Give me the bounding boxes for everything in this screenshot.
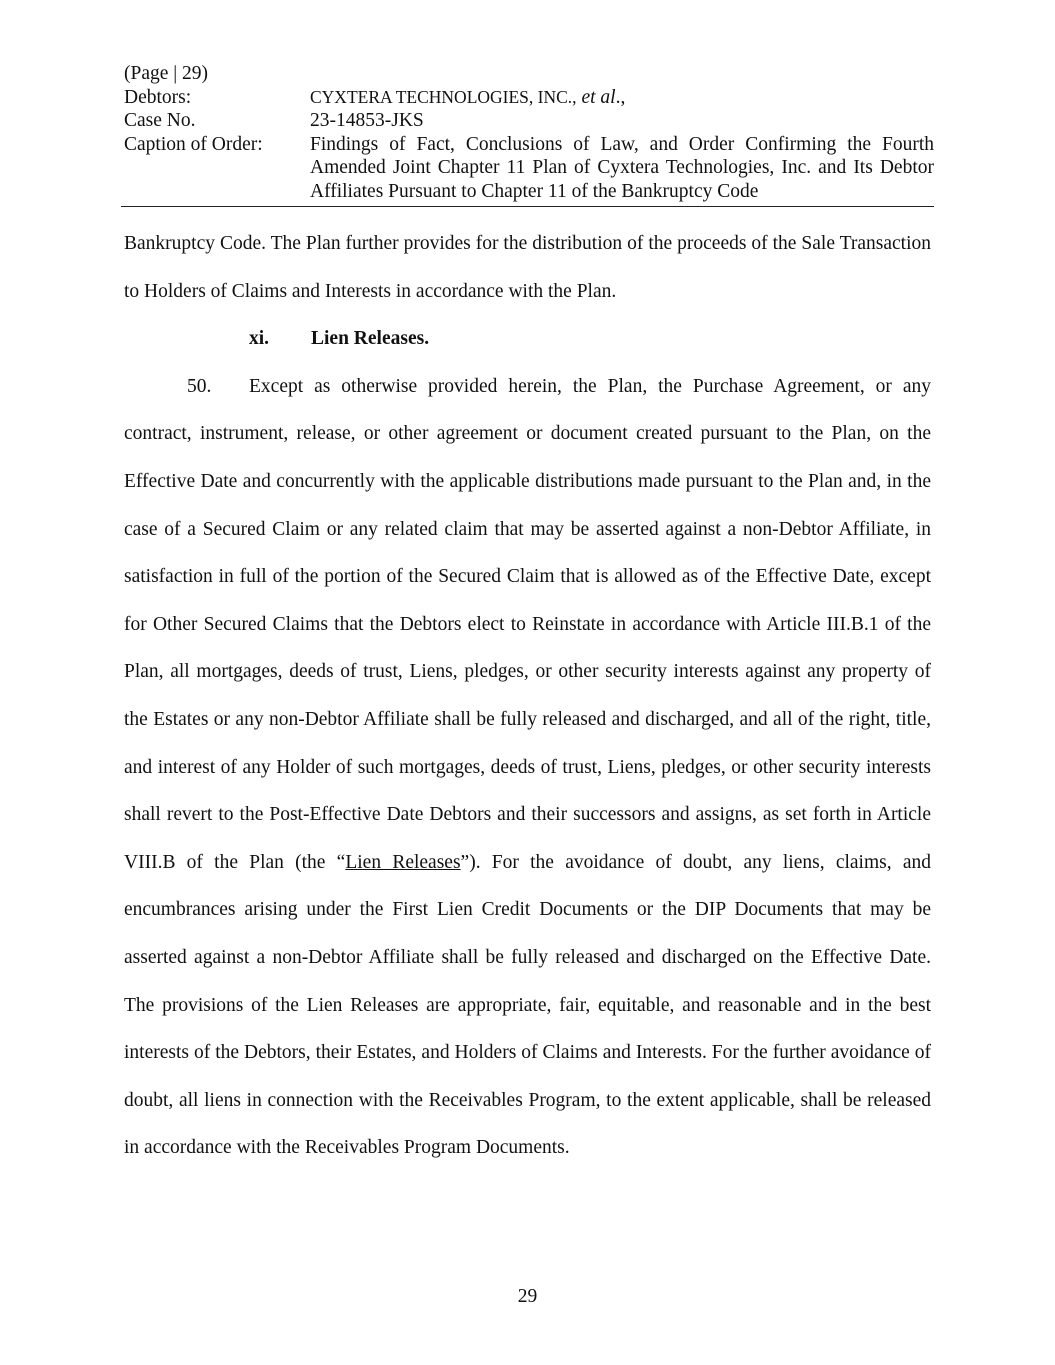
caption-text: Findings of Fact, Conclusions of Law, and Order Confirming the Fourth Amended Joint Chapter 11 Plan of Cyxtera Technologies, Inc. and Its Debtor Affiliates Pursuant to Chapter 11 of the Bankruptcy Code [310,133,934,202]
defined-term-lien-releases: Lien Releases [345,851,461,873]
paragraph-50 [124,363,931,1172]
paragraph-text-part-2: ”). For the avoidance of doubt, any liens, claims, and encumbrances arising under the First Lien Credit Documents or the DIP Documents that may be asserted against a non-Debtor Affiliate shall be fully released and discharged on the Effective Date. The provisions of the Lien Releases are appropriate, fair, equitable, and reasonable and in the best interests of the Debtors, their Estates, and Holders of Claims and Interests. For the further avoidance of doubt, all liens in connection with the Receivables Program, to the extent applicable, shall be released in accordance with the Receivables Program Documents. [124,851,931,1159]
debtors-row [124,86,934,110]
case-label: Case No. [124,110,196,131]
debtors-label: Debtors: [124,86,192,108]
intro-paragraph: Bankruptcy Code. The Plan further provides for the distribution of the proceeds of the Sale Transaction to Holders of Claims and Interests in accordance with the Plan. [124,233,931,302]
page-number: 29 [517,1286,538,1307]
debtors-name: CYXTERA TECHNOLOGIES, INC., [310,86,577,107]
paragraph-text-part-1: Except as otherwise provided herein, the Plan, the Purchase Agreement, or any contract, instrument, release, or other agreement or document created pursuant to the Plan, on the Effective Date and concurrently with the applicable distributions made pursuant to the Plan and, in the case of a Secured Claim or any related claim that may be asserted against a non-Debtor Affiliate, in satisfaction in full of the portion of the Secured Claim that is allowed as of the Effective Date, except for Other Secured Claims that the Debtors elect to Reinstate in accordance with Article III.B.1 of the Plan, all mortgages, deeds of trust, Liens, pledges, or other security interests against any property of the Estates or any non-Debtor Affiliate shall be fully released and discharged, and all of the right, title, and interest of any Holder of such mortgages, deeds of trust, Liens, pledges, or other security interests shall revert to the Post-Effective Date Debtors and their successors and assigns, as set forth in Article VIII.B of the Plan (the “ [124,375,931,873]
page-header [124,62,934,203]
case-row [124,109,934,133]
debtors-suffix: ., [615,86,626,108]
case-number: 23-14853-JKS [310,110,424,131]
section-heading [124,315,931,363]
debtors-value [310,86,934,110]
caption-row [124,133,934,204]
page-label: (Page | 29) [124,63,209,84]
section-number: xi. [249,328,270,350]
debtors-etal: et al [581,86,616,108]
paragraph-number: 50. [187,375,212,397]
page-label-row [124,62,934,86]
caption-label: Caption of Order: [124,133,263,155]
section-title: Lien Releases. [311,328,430,350]
document-body [124,220,931,1172]
header-divider [121,206,934,207]
